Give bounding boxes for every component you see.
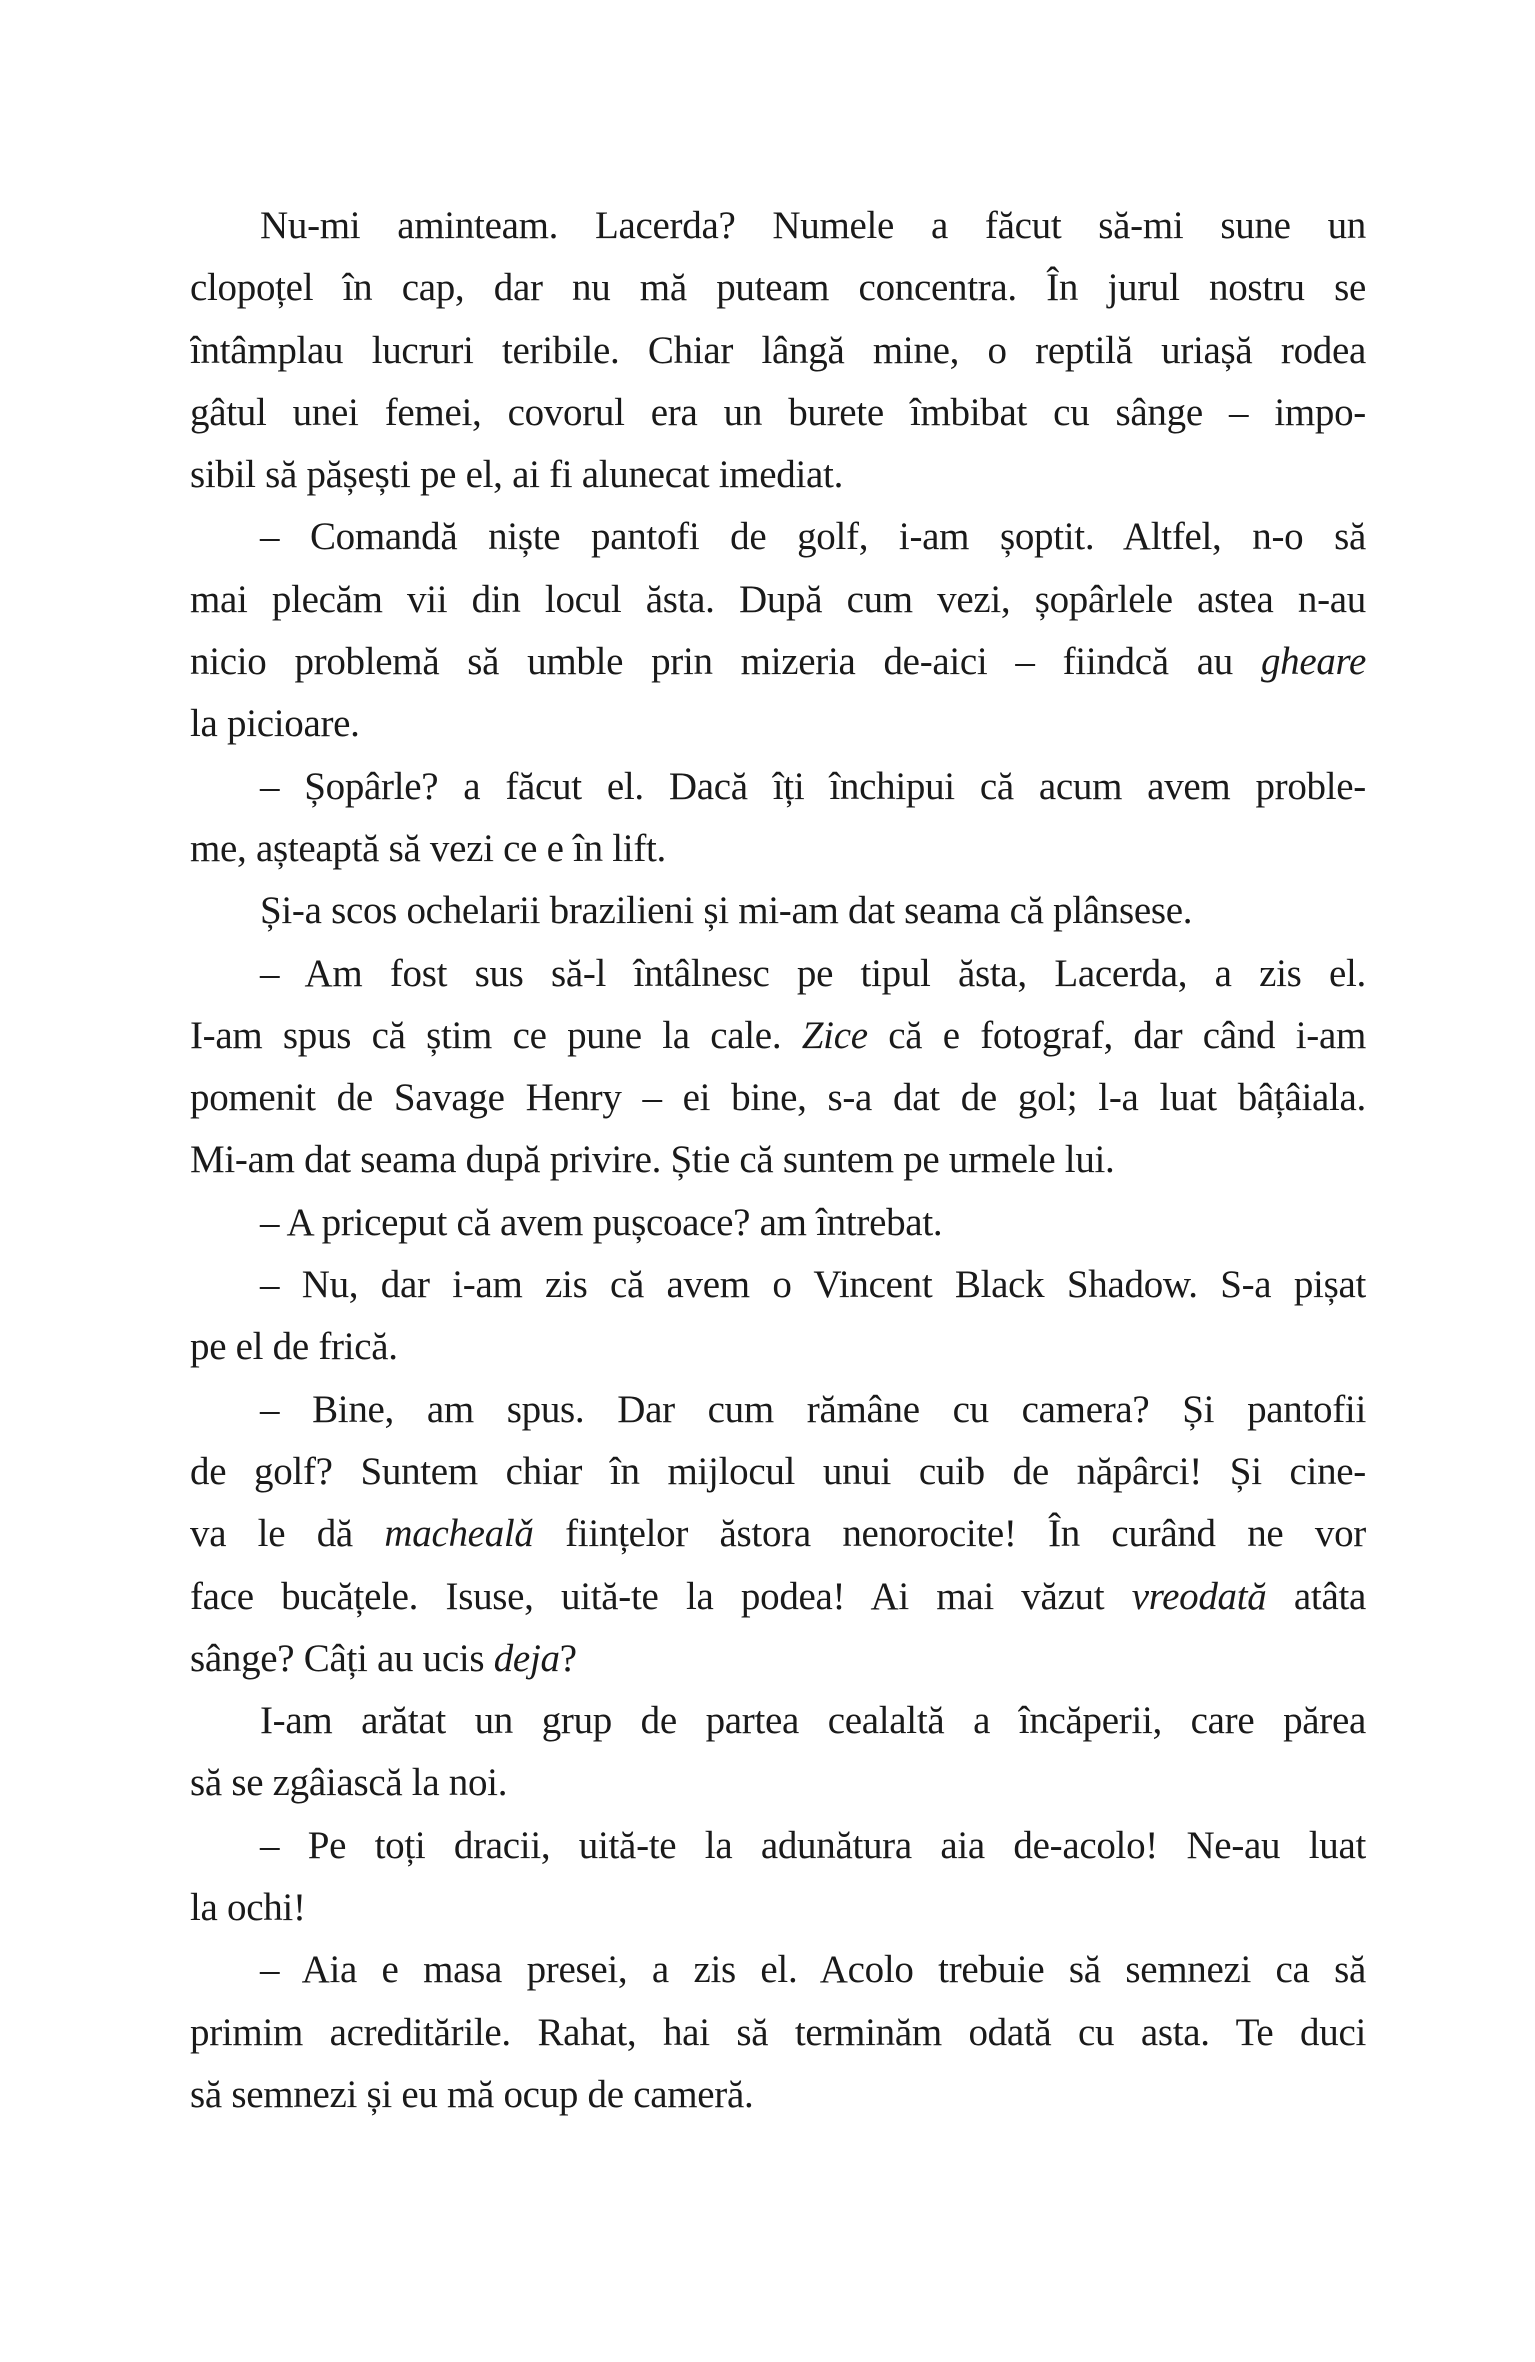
italic-text: vreodată — [1131, 1574, 1267, 1618]
text-segment: la picioare. — [190, 702, 360, 746]
paragraph — [190, 1192, 1366, 1254]
text-segment: – Comandă niște pantofi de golf, i-am șoptit. Altfel, n-o să — [260, 515, 1366, 559]
text-segment: mai plecăm vii din locul ăsta. După cum vezi, șopârlele astea n-au — [190, 577, 1366, 621]
text-segment: me, așteaptă să vezi ce e în lift. — [190, 826, 666, 870]
text-line — [190, 1067, 1366, 1129]
text-line — [190, 2064, 1366, 2126]
book-page-text — [190, 195, 1366, 2126]
text-line — [190, 693, 1366, 755]
text-line — [190, 1192, 1366, 1254]
text-line — [190, 569, 1366, 631]
paragraph — [190, 1690, 1366, 1815]
text-line — [190, 1503, 1366, 1565]
text-line — [190, 943, 1366, 1005]
text-segment: că e fotograf, dar când i-am — [867, 1013, 1366, 1057]
text-line — [190, 1316, 1366, 1378]
text-segment: I-am spus că știm ce pune la cale. — [190, 1013, 802, 1057]
text-line — [190, 880, 1366, 942]
text-segment: Și-a scos ochelarii brazilieni și mi-am dat seama că plânsese. — [260, 889, 1193, 933]
text-line — [190, 1129, 1366, 1191]
paragraph — [190, 1254, 1366, 1379]
italic-text: Zice — [801, 1013, 868, 1057]
text-segment: – Nu, dar i-am zis că avem o Vincent Black Shadow. S-a pișat — [260, 1263, 1366, 1307]
paragraph — [190, 880, 1366, 942]
italic-text: deja — [493, 1636, 560, 1680]
text-segment: I-am arătat un grup de partea cealaltă a încăperii, care părea — [260, 1699, 1366, 1743]
text-line — [190, 1690, 1366, 1752]
text-segment: – Pe toți dracii, uită-te la adunătura aia de-acolo! Ne-au luat — [260, 1823, 1366, 1867]
text-segment: sibil să pășești pe el, ai fi alunecat imediat. — [190, 453, 844, 497]
paragraph — [190, 195, 1366, 506]
text-line — [190, 1815, 1366, 1877]
text-segment: clopoțel în cap, dar nu mă puteam concentra. În jurul nostru se — [190, 266, 1366, 310]
text-line — [190, 756, 1366, 818]
text-segment: – Șopârle? a făcut el. Dacă îți închipui că acum avem proble- — [260, 764, 1366, 808]
text-segment: pomenit de Savage Henry – ei bine, s-a dat de gol; l-a luat bâțâiala. — [190, 1076, 1366, 1120]
paragraph — [190, 756, 1366, 881]
text-line — [190, 631, 1366, 693]
text-line — [190, 1441, 1366, 1503]
text-segment: atâta — [1266, 1574, 1366, 1618]
text-segment: Mi-am dat seama după privire. Știe că suntem pe urmele lui. — [190, 1138, 1115, 1182]
text-segment: de golf? Suntem chiar în mijlocul unui cuib de năpârci! Și cine- — [190, 1449, 1366, 1493]
text-segment: să se zgâiască la noi. — [190, 1761, 508, 1805]
text-line — [190, 444, 1366, 506]
text-segment: face bucățele. Isuse, uită-te la podea! Ai mai văzut — [190, 1574, 1132, 1618]
text-line — [190, 382, 1366, 444]
text-line — [190, 506, 1366, 568]
paragraph — [190, 1815, 1366, 1940]
text-segment: – Am fost sus să-l întâlnesc pe tipul ăsta, Lacerda, a zis el. — [260, 951, 1366, 995]
text-segment: gâtul unei femei, covorul era un burete îmbibat cu sânge – impo- — [190, 390, 1366, 434]
text-segment: la ochi! — [190, 1886, 306, 1930]
text-line — [190, 1752, 1366, 1814]
text-line — [190, 195, 1366, 257]
text-line — [190, 818, 1366, 880]
text-segment: primim acreditările. Rahat, hai să terminăm odată cu asta. Te duci — [190, 2010, 1366, 2054]
text-segment: va le dă — [190, 1512, 385, 1556]
text-segment: – A priceput că avem pușcoace? am întrebat. — [260, 1200, 943, 1244]
text-segment: pe el de frică. — [190, 1325, 398, 1369]
text-line — [190, 2002, 1366, 2064]
text-segment: să semnezi și eu mă ocup de cameră. — [190, 2072, 754, 2116]
italic-text: gheare — [1260, 640, 1366, 684]
text-segment: ființelor ăstora nenorocite! În curând ne vor — [533, 1512, 1366, 1556]
text-segment: – Aia e masa presei, a zis el. Acolo trebuie să semnezi ca să — [260, 1948, 1366, 1992]
text-line — [190, 1005, 1366, 1067]
text-segment: întâmplau lucruri teribile. Chiar lângă mine, o reptilă uriașă rodea — [190, 328, 1366, 372]
italic-text: machealǎ — [384, 1512, 534, 1556]
text-line — [190, 257, 1366, 319]
text-segment: ? — [559, 1636, 577, 1680]
text-line — [190, 1939, 1366, 2001]
paragraph — [190, 943, 1366, 1192]
text-segment: nicio problemă să umble prin mizeria de-aici – fiindcă au — [190, 640, 1261, 684]
text-line — [190, 1877, 1366, 1939]
text-segment: Nu-mi aminteam. Lacerda? Numele a făcut să-mi sune un — [260, 204, 1366, 247]
text-line — [190, 1628, 1366, 1690]
text-line — [190, 1254, 1366, 1316]
paragraph — [190, 1939, 1366, 2126]
paragraph — [190, 506, 1366, 755]
text-segment: sânge? Câți au ucis — [190, 1636, 494, 1680]
text-line — [190, 320, 1366, 382]
text-segment: – Bine, am spus. Dar cum rămâne cu camera? Și pantofii — [260, 1387, 1366, 1431]
text-line — [190, 1379, 1366, 1441]
text-line — [190, 1566, 1366, 1628]
paragraph — [190, 1379, 1366, 1690]
